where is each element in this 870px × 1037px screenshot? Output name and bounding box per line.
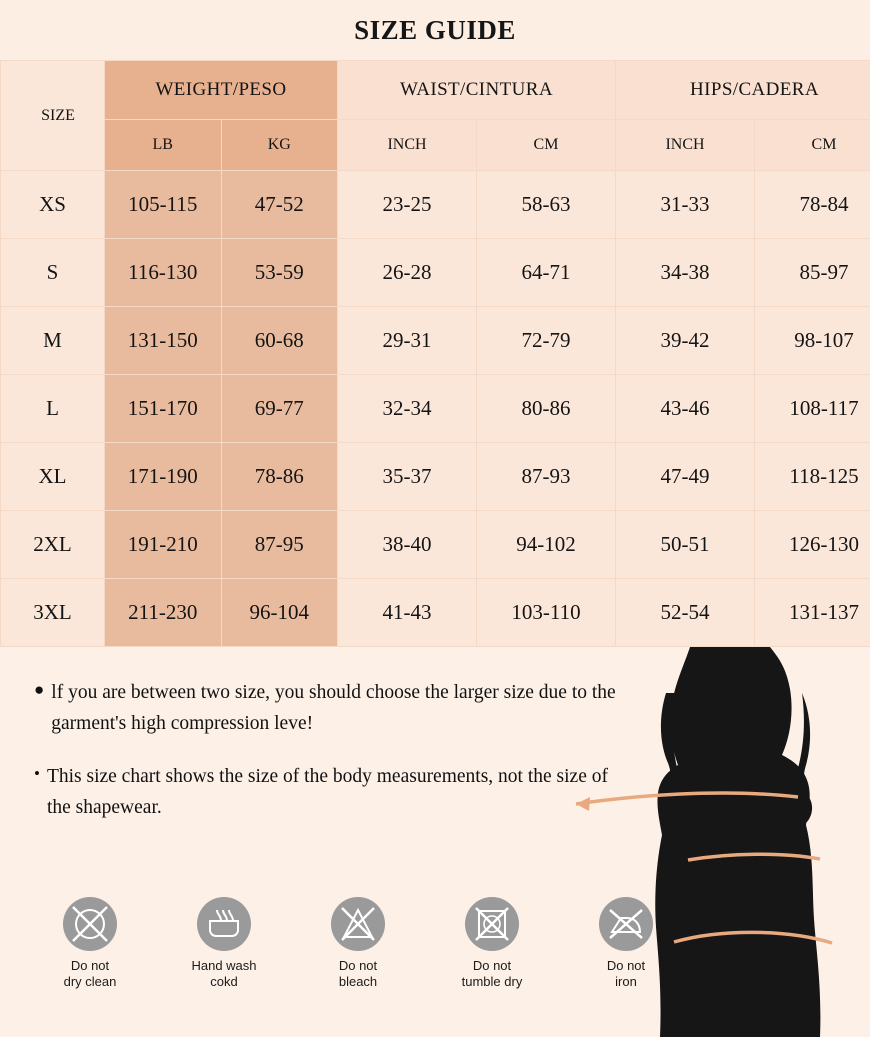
row-waist-inch: 26-28	[338, 239, 477, 307]
row-weight-lb: 105-115	[105, 171, 222, 239]
notes-list	[34, 677, 634, 845]
row-size: 3XL	[1, 579, 105, 647]
row-weight-lb: 211-230	[105, 579, 222, 647]
row-waist-inch: 38-40	[338, 511, 477, 579]
do-not-tumble-dry-icon	[465, 897, 519, 951]
row-hips-inch: 43-46	[616, 375, 755, 443]
table-row	[1, 307, 870, 375]
care-label-line1: Do not	[308, 958, 408, 974]
row-weight-kg: 69-77	[221, 375, 338, 443]
table-row	[1, 239, 870, 307]
row-weight-lb: 116-130	[105, 239, 222, 307]
note-text: lf you are between two size, you should choose the larger size due to the garment's high compression leve!	[51, 677, 616, 739]
care-label-line2: bleach	[308, 974, 408, 990]
row-weight-kg: 53-59	[221, 239, 338, 307]
row-waist-inch: 41-43	[338, 579, 477, 647]
row-hips-cm: 118-125	[755, 443, 870, 511]
row-hips-cm: 85-97	[755, 239, 870, 307]
row-weight-lb: 191-210	[105, 511, 222, 579]
row-size: M	[1, 307, 105, 375]
body-silhouette-illustration	[570, 647, 870, 1037]
care-item	[174, 897, 274, 990]
row-waist-inch: 29-31	[338, 307, 477, 375]
row-waist-cm: 80-86	[477, 375, 616, 443]
row-hips-inch: 39-42	[616, 307, 755, 375]
note-item	[34, 761, 634, 823]
size-chart-table	[0, 60, 870, 647]
row-hips-inch: 50-51	[616, 511, 755, 579]
row-size: XL	[1, 443, 105, 511]
care-label-line1: Do not	[442, 958, 542, 974]
table-header-group-row	[1, 61, 870, 120]
row-size: S	[1, 239, 105, 307]
table-row	[1, 375, 870, 443]
header-weight-group: WEIGHT/PESO	[105, 61, 338, 120]
row-hips-inch: 34-38	[616, 239, 755, 307]
row-waist-cm: 58-63	[477, 171, 616, 239]
table-row	[1, 171, 870, 239]
care-label-line1: Hand wash	[174, 958, 274, 974]
row-weight-kg: 87-95	[221, 511, 338, 579]
row-waist-inch: 23-25	[338, 171, 477, 239]
row-waist-cm: 64-71	[477, 239, 616, 307]
care-label	[40, 958, 140, 990]
care-label-line2: iron	[576, 974, 676, 990]
header-hips-cm: CM	[755, 120, 870, 171]
row-hips-cm: 131-137	[755, 579, 870, 647]
care-label-line2: cokd	[174, 974, 274, 990]
row-weight-lb: 151-170	[105, 375, 222, 443]
care-label-line1: Do not	[576, 958, 676, 974]
care-label	[308, 958, 408, 990]
row-hips-inch: 31-33	[616, 171, 755, 239]
row-weight-kg: 78-86	[221, 443, 338, 511]
row-hips-cm: 108-117	[755, 375, 870, 443]
row-hips-cm: 98-107	[755, 307, 870, 375]
row-hips-inch: 52-54	[616, 579, 755, 647]
row-waist-cm: 72-79	[477, 307, 616, 375]
row-waist-cm: 103-110	[477, 579, 616, 647]
header-hips-group: HIPS/CADERA	[616, 61, 870, 120]
header-weight-kg: KG	[221, 120, 338, 171]
row-waist-cm: 94-102	[477, 511, 616, 579]
header-waist-inch: INCH	[338, 120, 477, 171]
page-title: SIZE GUIDE	[0, 0, 870, 60]
row-weight-kg: 47-52	[221, 171, 338, 239]
table-row	[1, 511, 870, 579]
bullet-icon: ●	[34, 677, 44, 703]
hand-wash-cold-icon	[197, 897, 251, 951]
bullet-icon: •	[34, 761, 40, 787]
header-hips-inch: INCH	[616, 120, 755, 171]
note-item	[34, 677, 634, 739]
row-weight-lb: 131-150	[105, 307, 222, 375]
row-weight-lb: 171-190	[105, 443, 222, 511]
header-waist-cm: CM	[477, 120, 616, 171]
row-size: XS	[1, 171, 105, 239]
row-waist-inch: 32-34	[338, 375, 477, 443]
care-label-line1: Do not	[40, 958, 140, 974]
care-label	[174, 958, 274, 990]
care-label	[442, 958, 542, 990]
row-size: 2XL	[1, 511, 105, 579]
row-hips-cm: 78-84	[755, 171, 870, 239]
do-not-dry-clean-icon	[63, 897, 117, 951]
row-weight-kg: 96-104	[221, 579, 338, 647]
header-weight-lb: LB	[105, 120, 222, 171]
row-waist-cm: 87-93	[477, 443, 616, 511]
care-item	[442, 897, 542, 990]
table-row	[1, 443, 870, 511]
table-row	[1, 579, 870, 647]
notes-and-care-section	[0, 647, 870, 1037]
care-label-line2: dry clean	[40, 974, 140, 990]
row-waist-inch: 35-37	[338, 443, 477, 511]
row-size: L	[1, 375, 105, 443]
table-header-sub-row	[1, 120, 870, 171]
note-text: This size chart shows the size of the body measurements, not the size of the shapewear.	[47, 761, 612, 823]
care-label-line2: tumble dry	[442, 974, 542, 990]
row-weight-kg: 60-68	[221, 307, 338, 375]
header-waist-group: WAIST/CINTURA	[338, 61, 616, 120]
row-hips-inch: 47-49	[616, 443, 755, 511]
header-size: SIZE	[1, 61, 105, 171]
row-hips-cm: 126-130	[755, 511, 870, 579]
care-item	[40, 897, 140, 990]
care-item	[308, 897, 408, 990]
do-not-bleach-icon	[331, 897, 385, 951]
